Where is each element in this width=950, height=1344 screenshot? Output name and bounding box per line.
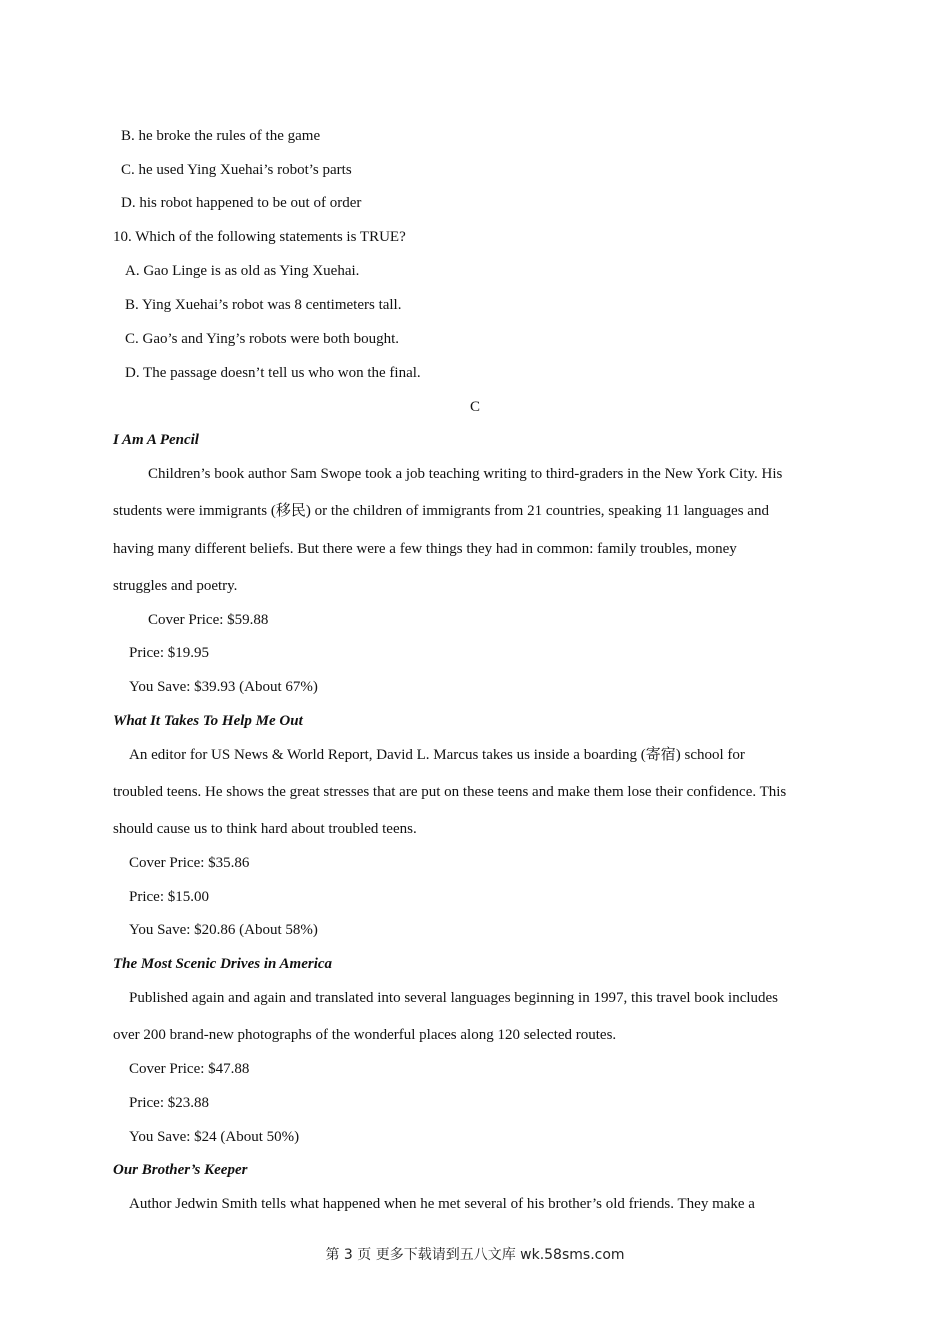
page-footer: 第 3 页 更多下载请到五八文库 wk.58sms.com [325,1247,625,1263]
you-save: You Save: $20.86 (About 58%) [129,922,318,938]
book-desc-line: Published again and again and translated into several languages beginning in 1997, this travel book includes [129,990,779,1006]
book-desc-line: having many different beliefs. But there were a few things they had in common: family troubles, money [113,541,737,557]
book-desc-line: Author Jedwin Smith tells what happened when he met several of his brother’s old friends. They make a [129,1196,755,1212]
q10-option-d: D. The passage doesn’t tell us who won the final. [125,365,421,381]
book-desc-line: struggles and poetry. [113,578,238,594]
book-title: Our Brother’s Keeper [113,1162,248,1178]
you-save: You Save: $39.93 (About 67%) [129,679,318,695]
cover-price: Cover Price: $35.86 [129,855,250,871]
book-desc-line: should cause us to think hard about troubled teens. [113,821,417,837]
price: Price: $23.88 [129,1095,209,1111]
book-title: The Most Scenic Drives in America [113,956,333,972]
q9-option-c: C. he used Ying Xuehai’s robot’s parts [121,162,352,178]
q9-option-d: D. his robot happened to be out of order [121,195,362,211]
book-desc-line: students were immigrants (移民) or the children of immigrants from 21 countries, speaking 11 languages and [113,503,769,519]
book-desc-line: troubled teens. He shows the great stresses that are put on these teens and make them lose their confidence. This [113,784,787,800]
book-title: I Am A Pencil [113,432,199,448]
section-label: C [469,399,480,415]
cover-price: Cover Price: $47.88 [129,1061,250,1077]
book-desc-line: Children’s book author Sam Swope took a job teaching writing to third-graders in the New York City. His [148,466,783,482]
q10-option-a: A. Gao Linge is as old as Ying Xuehai. [125,263,360,279]
cover-price: Cover Price: $59.88 [148,612,269,628]
price: Price: $19.95 [129,645,209,661]
book-desc-line: An editor for US News & World Report, David L. Marcus takes us inside a boarding (寄宿) school for [129,747,745,763]
q10-option-b: B. Ying Xuehai’s robot was 8 centimeters tall. [125,297,402,313]
price: Price: $15.00 [129,889,209,905]
book-title: What It Takes To Help Me Out [113,713,303,729]
q10-option-c: C. Gao’s and Ying’s robots were both bought. [125,331,400,347]
you-save: You Save: $24 (About 50%) [129,1129,300,1145]
book-desc-line: over 200 brand-new photographs of the wonderful places along 120 selected routes. [113,1027,617,1043]
q10-question: 10. Which of the following statements is TRUE? [113,229,406,245]
q9-option-b: B. he broke the rules of the game [121,128,321,144]
